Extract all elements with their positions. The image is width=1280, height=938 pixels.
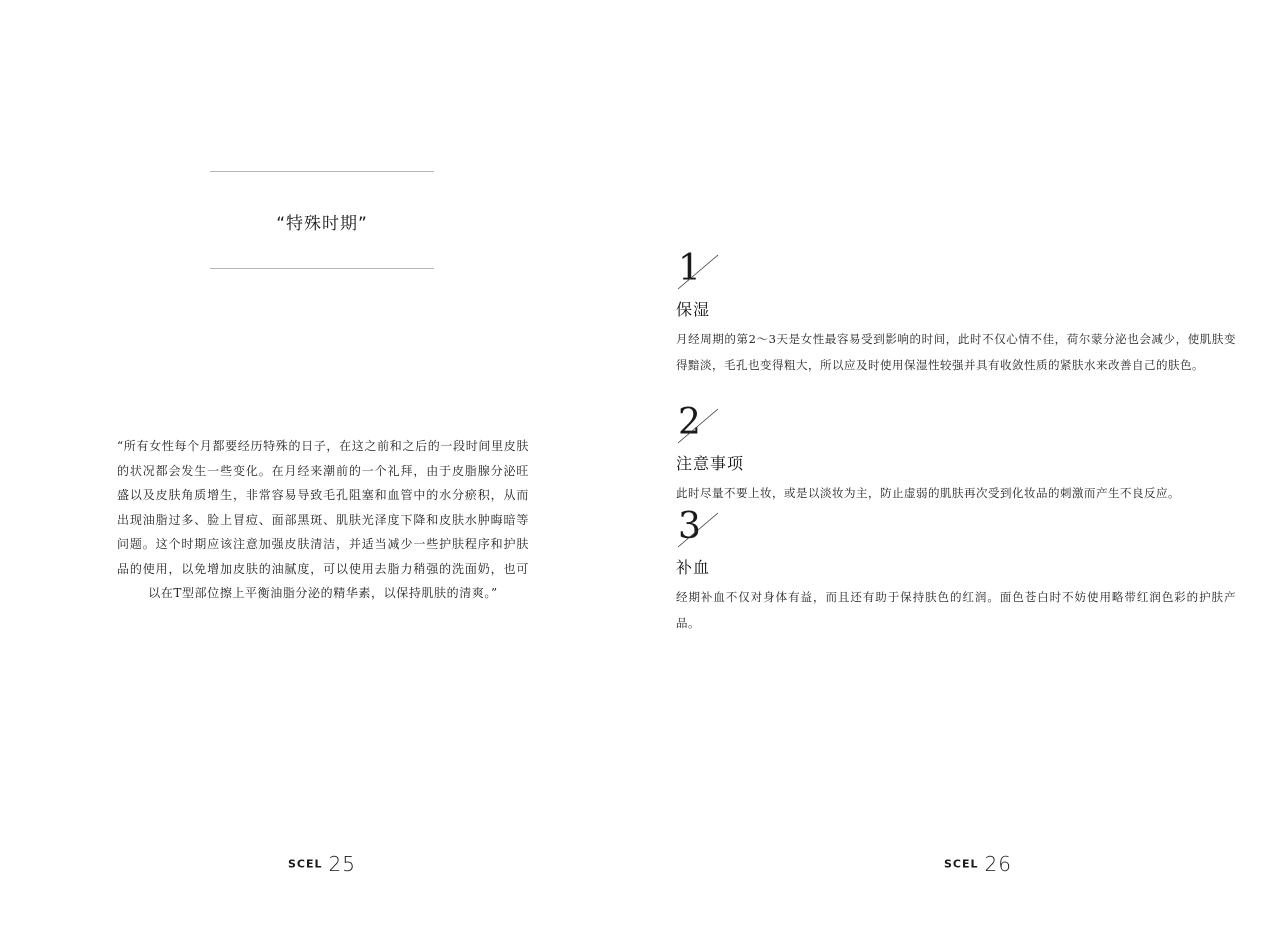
item-number-digit: 1 <box>678 248 701 289</box>
section-title: “特殊时期” <box>276 214 368 234</box>
page-number-value: 26 <box>984 852 1012 876</box>
title-rule-bottom <box>210 268 434 269</box>
item-heading: 补血 <box>676 558 711 577</box>
brand-label: SCEL <box>288 857 323 871</box>
page-number-value: 25 <box>328 852 356 876</box>
item-heading: 注意事项 <box>676 454 745 473</box>
item-heading: 保湿 <box>676 300 711 319</box>
right-page <box>640 0 1280 938</box>
list-item <box>676 248 1236 378</box>
slash-decoration <box>676 511 720 549</box>
intro-quote: “所有女性每个月都要经历特殊的日子，在这之前和之后的一段时间里皮肤的状况都会发生一些变化。在月经来潮前的一个礼拜，由于皮脂腺分泌旺盛以及皮肤角质增生，非常容易导致毛孔阻塞和血管中的水分瘀积，从而出现油脂过多、脸上冒痘、面部黑斑、肌肤光泽度下降和皮肤水肿晦暗等问题。这个时期应该注意加强皮肤清洁，并适当减少一些护肤程序和护肤品的使用，以免增加皮肤的油腻度，可以使用去脂力稍强的洗面奶，也可以在T型部位擦上平衡油脂分泌的精华素，以保持肌肤的清爽。” <box>117 439 529 600</box>
title-rule-top <box>210 171 434 172</box>
item-number-digit: 2 <box>678 402 701 443</box>
brand-label: SCEL <box>944 857 979 871</box>
item-number <box>676 248 720 291</box>
item-number-digit: 3 <box>678 506 701 547</box>
item-number <box>676 506 720 549</box>
list-item <box>676 506 1236 636</box>
item-body: 此时尽量不要上妆，或是以淡妆为主，防止虚弱的肌肤再次受到化妆品的刺激而产生不良反应。 <box>676 486 1180 500</box>
list-item <box>676 402 1236 506</box>
page-number-right <box>944 852 1012 876</box>
slash-decoration <box>676 407 720 445</box>
item-body: 经期补血不仅对身体有益，而且还有助于保持肤色的红润。面色苍白时不妨使用略带红润色彩的护肤产品。 <box>676 590 1236 630</box>
item-number <box>676 402 720 445</box>
slash-decoration <box>676 253 720 291</box>
page-number-left <box>288 852 356 876</box>
item-body: 月经周期的第2～3天是女性最容易受到影响的时间，此时不仅心情不佳，荷尔蒙分泌也会减少，使肌肤变得黯淡，毛孔也变得粗大，所以应及时使用保湿性较强并具有收敛性质的紧肤水来改善自己的肤色。 <box>676 332 1236 372</box>
